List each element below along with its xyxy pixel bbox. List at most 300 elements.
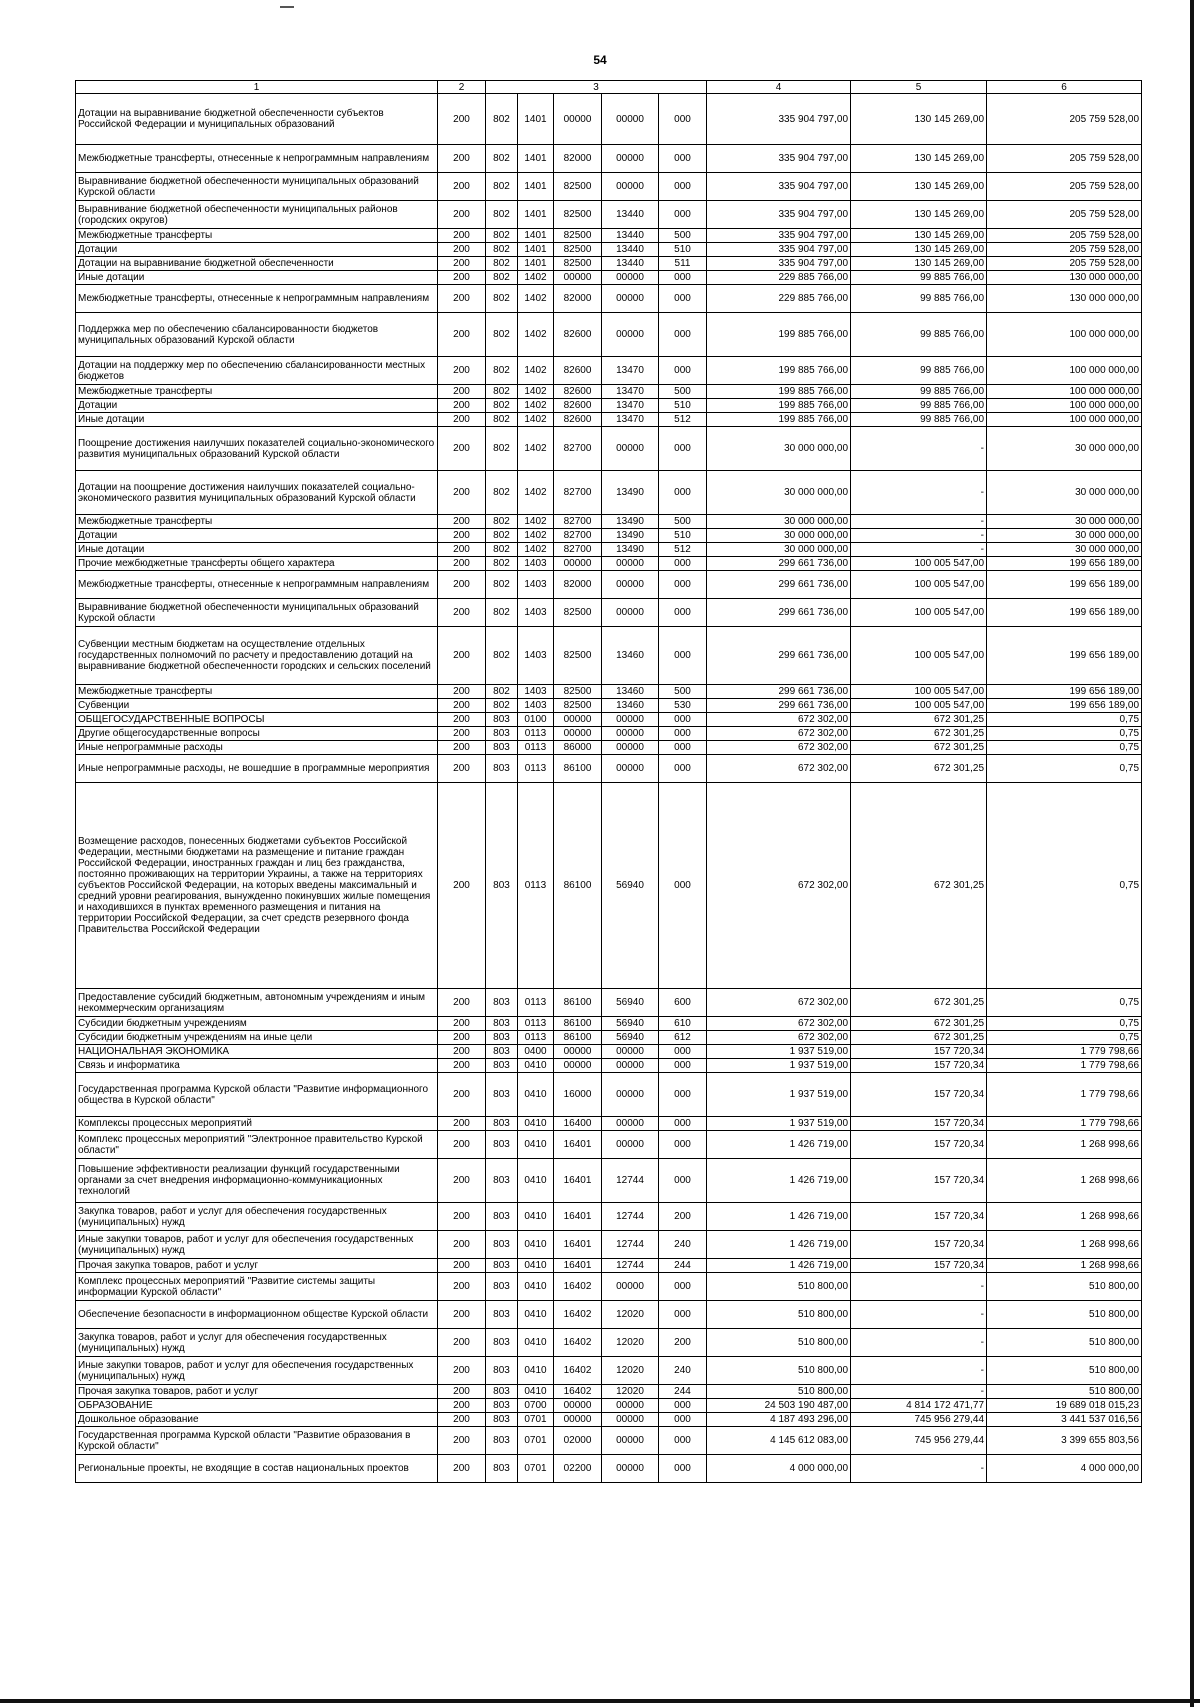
code-cell: 803: [486, 755, 518, 783]
code-cell: 82600: [554, 385, 602, 399]
code-cell: 200: [438, 755, 486, 783]
code-cell: 500: [659, 685, 707, 699]
code-cell: 000: [659, 1131, 707, 1159]
code-cell: 1401: [518, 243, 554, 257]
code-cell: 00000: [554, 94, 602, 145]
code-cell: 1403: [518, 571, 554, 599]
value-cell: 4 187 493 296,00: [707, 1413, 851, 1427]
value-cell: 0,75: [987, 727, 1142, 741]
value-cell: 4 000 000,00: [987, 1455, 1142, 1483]
code-cell: 000: [659, 1455, 707, 1483]
table-row: [76, 1073, 1142, 1117]
table-row: [76, 1231, 1142, 1259]
code-cell: 00000: [602, 1427, 659, 1455]
value-cell: 30 000 000,00: [707, 515, 851, 529]
column-header: 1: [76, 81, 438, 94]
code-cell: 200: [438, 399, 486, 413]
table-row: [76, 1117, 1142, 1131]
value-cell: 100 005 547,00: [851, 599, 987, 627]
code-cell: 00000: [602, 1455, 659, 1483]
row-name: Субвенции местным бюджетам на осуществление отдельных государственных полномочий по расчету и предоставлению дотаций на выравнивание бюджетной обеспеченности городских и сельских поселений: [76, 627, 438, 685]
code-cell: 802: [486, 285, 518, 313]
value-cell: 205 759 528,00: [987, 257, 1142, 271]
table-row: [76, 413, 1142, 427]
value-cell: 0,75: [987, 713, 1142, 727]
value-cell: 1 426 719,00: [707, 1231, 851, 1259]
code-cell: 82500: [554, 201, 602, 229]
value-cell: 745 956 279,44: [851, 1413, 987, 1427]
code-cell: 803: [486, 1073, 518, 1117]
code-cell: 0701: [518, 1455, 554, 1483]
row-name: Межбюджетные трансферты, отнесенные к непрограммным направлениям: [76, 285, 438, 313]
code-cell: 13440: [602, 201, 659, 229]
code-cell: 200: [438, 685, 486, 699]
row-name: Дотации на поощрение достижения наилучших показателей социально-экономического развития муниципальных образований Курской области: [76, 471, 438, 515]
table-row: [76, 229, 1142, 243]
table-row: [76, 145, 1142, 173]
code-cell: 802: [486, 543, 518, 557]
value-cell: 1 426 719,00: [707, 1203, 851, 1231]
value-cell: 0,75: [987, 755, 1142, 783]
code-cell: 0410: [518, 1259, 554, 1273]
value-cell: 130 145 269,00: [851, 201, 987, 229]
row-name: Иные непрограммные расходы, не вошедшие в программные мероприятия: [76, 755, 438, 783]
value-cell: 335 904 797,00: [707, 243, 851, 257]
value-cell: -: [851, 1273, 987, 1301]
row-name: Закупка товаров, работ и услуг для обеспечения государственных (муниципальных) нужд: [76, 1203, 438, 1231]
table-row: [76, 313, 1142, 357]
code-cell: 000: [659, 1073, 707, 1117]
value-cell: 299 661 736,00: [707, 599, 851, 627]
code-cell: 16000: [554, 1073, 602, 1117]
value-cell: 100 000 000,00: [987, 313, 1142, 357]
code-cell: 000: [659, 285, 707, 313]
code-cell: 000: [659, 145, 707, 173]
row-name: Субсидии бюджетным учреждениям на иные цели: [76, 1031, 438, 1045]
value-cell: 205 759 528,00: [987, 94, 1142, 145]
code-cell: 0113: [518, 1031, 554, 1045]
code-cell: 00000: [602, 1131, 659, 1159]
row-name: Субсидии бюджетным учреждениям: [76, 1017, 438, 1031]
row-name: Межбюджетные трансферты, отнесенные к непрограммным направлениям: [76, 571, 438, 599]
code-cell: 200: [659, 1203, 707, 1231]
table-row: [76, 1413, 1142, 1427]
code-cell: 200: [438, 1455, 486, 1483]
value-cell: 1 268 998,66: [987, 1131, 1142, 1159]
code-cell: 200: [438, 1357, 486, 1385]
value-cell: 157 720,34: [851, 1159, 987, 1203]
code-cell: 12744: [602, 1203, 659, 1231]
value-cell: 157 720,34: [851, 1073, 987, 1117]
table-row: [76, 1329, 1142, 1357]
value-cell: 157 720,34: [851, 1131, 987, 1159]
value-cell: 3 399 655 803,56: [987, 1427, 1142, 1455]
value-cell: 672 302,00: [707, 989, 851, 1017]
table-row: [76, 755, 1142, 783]
code-cell: 802: [486, 94, 518, 145]
table-row: [76, 515, 1142, 529]
row-name: Дотации: [76, 399, 438, 413]
value-cell: 157 720,34: [851, 1117, 987, 1131]
code-cell: 1403: [518, 557, 554, 571]
value-cell: 672 301,25: [851, 727, 987, 741]
code-cell: 82500: [554, 173, 602, 201]
code-cell: 0410: [518, 1273, 554, 1301]
code-cell: 12020: [602, 1329, 659, 1357]
value-cell: 672 302,00: [707, 727, 851, 741]
value-cell: 30 000 000,00: [707, 543, 851, 557]
code-cell: 000: [659, 1427, 707, 1455]
code-cell: 1402: [518, 471, 554, 515]
code-cell: 1401: [518, 229, 554, 243]
code-cell: 0113: [518, 741, 554, 755]
code-cell: 000: [659, 1273, 707, 1301]
row-name: Обеспечение безопасности в информационном обществе Курской области: [76, 1301, 438, 1329]
code-cell: 000: [659, 727, 707, 741]
value-cell: -: [851, 1357, 987, 1385]
code-cell: 82700: [554, 529, 602, 543]
scan-edge-bottom: [0, 1699, 1200, 1703]
code-cell: 1402: [518, 543, 554, 557]
row-name: НАЦИОНАЛЬНАЯ ЭКОНОМИКА: [76, 1045, 438, 1059]
code-cell: 200: [438, 357, 486, 385]
code-cell: 1403: [518, 627, 554, 685]
code-cell: 802: [486, 229, 518, 243]
code-cell: 803: [486, 1031, 518, 1045]
code-cell: 00000: [554, 1045, 602, 1059]
code-cell: 200: [438, 699, 486, 713]
code-cell: 200: [438, 1073, 486, 1117]
code-cell: 0400: [518, 1045, 554, 1059]
value-cell: 24 503 190 487,00: [707, 1399, 851, 1413]
value-cell: 672 302,00: [707, 741, 851, 755]
code-cell: 00000: [602, 271, 659, 285]
value-cell: 1 779 798,66: [987, 1073, 1142, 1117]
value-cell: -: [851, 1329, 987, 1357]
table-row: [76, 1385, 1142, 1399]
code-cell: 0113: [518, 727, 554, 741]
code-cell: 0700: [518, 1399, 554, 1413]
value-cell: 672 301,25: [851, 1031, 987, 1045]
code-cell: 200: [659, 1329, 707, 1357]
code-cell: 803: [486, 713, 518, 727]
value-cell: 4 814 172 471,77: [851, 1399, 987, 1413]
table-row: [76, 599, 1142, 627]
row-name: Закупка товаров, работ и услуг для обеспечения государственных (муниципальных) нужд: [76, 1329, 438, 1357]
table-row: [76, 285, 1142, 313]
table-row: [76, 94, 1142, 145]
code-cell: 82500: [554, 699, 602, 713]
value-cell: 100 000 000,00: [987, 385, 1142, 399]
value-cell: 3 441 537 016,56: [987, 1413, 1142, 1427]
code-cell: 000: [659, 755, 707, 783]
code-cell: 13440: [602, 257, 659, 271]
value-cell: 205 759 528,00: [987, 243, 1142, 257]
value-cell: 510 800,00: [987, 1385, 1142, 1399]
code-cell: 1402: [518, 515, 554, 529]
code-cell: 000: [659, 271, 707, 285]
code-cell: 00000: [602, 727, 659, 741]
code-cell: 82700: [554, 515, 602, 529]
table-row: [76, 385, 1142, 399]
row-name: Комплекс процессных мероприятий "Электронное правительство Курской области": [76, 1131, 438, 1159]
value-cell: 510 800,00: [987, 1301, 1142, 1329]
row-name: Прочая закупка товаров, работ и услуг: [76, 1385, 438, 1399]
value-cell: 4 000 000,00: [707, 1455, 851, 1483]
value-cell: 99 885 766,00: [851, 271, 987, 285]
code-cell: 00000: [602, 285, 659, 313]
value-cell: 299 661 736,00: [707, 699, 851, 713]
row-name: Иные дотации: [76, 413, 438, 427]
value-cell: 205 759 528,00: [987, 229, 1142, 243]
code-cell: 1401: [518, 145, 554, 173]
code-cell: 86000: [554, 741, 602, 755]
table-row: [76, 685, 1142, 699]
code-cell: 200: [438, 385, 486, 399]
code-cell: 0410: [518, 1203, 554, 1231]
value-cell: 510 800,00: [987, 1329, 1142, 1357]
value-cell: 672 301,25: [851, 741, 987, 755]
code-cell: 600: [659, 989, 707, 1017]
table-row: [76, 471, 1142, 515]
value-cell: 199 656 189,00: [987, 599, 1142, 627]
value-cell: 30 000 000,00: [987, 515, 1142, 529]
code-cell: 00000: [602, 571, 659, 599]
code-cell: 200: [438, 413, 486, 427]
code-cell: 200: [438, 1413, 486, 1427]
value-cell: 1 268 998,66: [987, 1259, 1142, 1273]
code-cell: 00000: [602, 427, 659, 471]
code-cell: 244: [659, 1259, 707, 1273]
code-cell: 56940: [602, 989, 659, 1017]
table-header-row: [76, 81, 1142, 94]
value-cell: 130 145 269,00: [851, 94, 987, 145]
code-cell: 82600: [554, 357, 602, 385]
code-cell: 82000: [554, 285, 602, 313]
code-cell: 803: [486, 989, 518, 1017]
row-name: Поощрение достижения наилучших показателей социально-экономического развития муниципальных образований Курской области: [76, 427, 438, 471]
value-cell: 130 000 000,00: [987, 271, 1142, 285]
code-cell: 1401: [518, 94, 554, 145]
code-cell: 00000: [602, 313, 659, 357]
code-cell: 500: [659, 229, 707, 243]
value-cell: 130 145 269,00: [851, 145, 987, 173]
code-cell: 86100: [554, 1017, 602, 1031]
code-cell: 000: [659, 1117, 707, 1131]
row-name: ОБРАЗОВАНИЕ: [76, 1399, 438, 1413]
value-cell: 100 005 547,00: [851, 699, 987, 713]
value-cell: 100 005 547,00: [851, 685, 987, 699]
code-cell: 12744: [602, 1159, 659, 1203]
code-cell: 82000: [554, 145, 602, 173]
code-cell: 803: [486, 1159, 518, 1203]
value-cell: 100 000 000,00: [987, 357, 1142, 385]
row-name: Иные дотации: [76, 543, 438, 557]
code-cell: 612: [659, 1031, 707, 1045]
value-cell: 30 000 000,00: [707, 427, 851, 471]
value-cell: 199 885 766,00: [707, 399, 851, 413]
value-cell: 99 885 766,00: [851, 399, 987, 413]
row-name: Другие общегосударственные вопросы: [76, 727, 438, 741]
code-cell: 200: [438, 1017, 486, 1031]
value-cell: 229 885 766,00: [707, 285, 851, 313]
value-cell: 157 720,34: [851, 1231, 987, 1259]
value-cell: 0,75: [987, 989, 1142, 1017]
value-cell: 229 885 766,00: [707, 271, 851, 285]
code-cell: 000: [659, 471, 707, 515]
code-cell: 000: [659, 173, 707, 201]
value-cell: -: [851, 471, 987, 515]
code-cell: 1402: [518, 399, 554, 413]
code-cell: 802: [486, 201, 518, 229]
code-cell: 0410: [518, 1329, 554, 1357]
row-name: Иные дотации: [76, 271, 438, 285]
table-row: [76, 271, 1142, 285]
table-row: [76, 201, 1142, 229]
table-row: [76, 357, 1142, 385]
code-cell: 803: [486, 1017, 518, 1031]
code-cell: 00000: [554, 271, 602, 285]
value-cell: 672 302,00: [707, 713, 851, 727]
row-name: Иные закупки товаров, работ и услуг для обеспечения государственных (муниципальных) нужд: [76, 1357, 438, 1385]
code-cell: 200: [438, 1301, 486, 1329]
code-cell: 13470: [602, 413, 659, 427]
table-row: [76, 1017, 1142, 1031]
code-cell: 82700: [554, 543, 602, 557]
value-cell: 30 000 000,00: [987, 543, 1142, 557]
code-cell: 200: [438, 515, 486, 529]
code-cell: 200: [438, 543, 486, 557]
value-cell: 199 885 766,00: [707, 385, 851, 399]
value-cell: 1 779 798,66: [987, 1045, 1142, 1059]
value-cell: 335 904 797,00: [707, 257, 851, 271]
code-cell: 1402: [518, 313, 554, 357]
value-cell: 299 661 736,00: [707, 685, 851, 699]
code-cell: 803: [486, 1117, 518, 1131]
value-cell: 1 779 798,66: [987, 1117, 1142, 1131]
value-cell: 510 800,00: [707, 1301, 851, 1329]
code-cell: 12020: [602, 1385, 659, 1399]
code-cell: 200: [438, 1131, 486, 1159]
value-cell: 130 145 269,00: [851, 257, 987, 271]
code-cell: 200: [438, 529, 486, 543]
code-cell: 12020: [602, 1357, 659, 1385]
row-name: Иные непрограммные расходы: [76, 741, 438, 755]
value-cell: 157 720,34: [851, 1045, 987, 1059]
table-row: [76, 1301, 1142, 1329]
code-cell: 16401: [554, 1131, 602, 1159]
value-cell: 335 904 797,00: [707, 229, 851, 243]
value-cell: 205 759 528,00: [987, 173, 1142, 201]
row-name: Выравнивание бюджетной обеспеченности муниципальных образований Курской области: [76, 599, 438, 627]
code-cell: 000: [659, 357, 707, 385]
code-cell: 802: [486, 627, 518, 685]
table-row: [76, 741, 1142, 755]
value-cell: -: [851, 515, 987, 529]
value-cell: 19 689 018 015,23: [987, 1399, 1142, 1413]
table-row: [76, 1273, 1142, 1301]
code-cell: 510: [659, 243, 707, 257]
table-row: [76, 427, 1142, 471]
table-row: [76, 1045, 1142, 1059]
code-cell: 16402: [554, 1301, 602, 1329]
code-cell: 803: [486, 783, 518, 989]
code-cell: 16402: [554, 1273, 602, 1301]
code-cell: 0100: [518, 713, 554, 727]
code-cell: 200: [438, 741, 486, 755]
row-name: Комплекс процессных мероприятий "Развитие системы защиты информации Курской области": [76, 1273, 438, 1301]
value-cell: 99 885 766,00: [851, 357, 987, 385]
table-row: [76, 571, 1142, 599]
code-cell: 803: [486, 1045, 518, 1059]
code-cell: 1402: [518, 285, 554, 313]
value-cell: 157 720,34: [851, 1259, 987, 1273]
code-cell: 512: [659, 543, 707, 557]
code-cell: 56940: [602, 1017, 659, 1031]
code-cell: 00000: [602, 1273, 659, 1301]
code-cell: 200: [438, 989, 486, 1017]
code-cell: 13490: [602, 515, 659, 529]
code-cell: 1402: [518, 413, 554, 427]
value-cell: 1 268 998,66: [987, 1231, 1142, 1259]
table-row: [76, 399, 1142, 413]
code-cell: 802: [486, 515, 518, 529]
code-cell: 82700: [554, 427, 602, 471]
code-cell: 0410: [518, 1385, 554, 1399]
value-cell: 199 656 189,00: [987, 627, 1142, 685]
code-cell: 16401: [554, 1159, 602, 1203]
code-cell: 0410: [518, 1131, 554, 1159]
code-cell: 16402: [554, 1357, 602, 1385]
code-cell: 000: [659, 1059, 707, 1073]
value-cell: -: [851, 1301, 987, 1329]
value-cell: 510 800,00: [707, 1385, 851, 1399]
code-cell: 200: [438, 783, 486, 989]
code-cell: 803: [486, 1329, 518, 1357]
code-cell: 13470: [602, 399, 659, 413]
value-cell: 1 937 519,00: [707, 1117, 851, 1131]
row-name: ОБЩЕГОСУДАРСТВЕННЫЕ ВОПРОСЫ: [76, 713, 438, 727]
code-cell: 803: [486, 1399, 518, 1413]
code-cell: 000: [659, 313, 707, 357]
code-cell: 802: [486, 599, 518, 627]
code-cell: 200: [438, 173, 486, 201]
code-cell: 00000: [602, 755, 659, 783]
code-cell: 13460: [602, 627, 659, 685]
code-cell: 00000: [602, 145, 659, 173]
table-row: [76, 1259, 1142, 1273]
value-cell: 130 145 269,00: [851, 173, 987, 201]
value-cell: 1 268 998,66: [987, 1159, 1142, 1203]
code-cell: 802: [486, 529, 518, 543]
code-cell: 000: [659, 201, 707, 229]
code-cell: 803: [486, 1427, 518, 1455]
code-cell: 200: [438, 1059, 486, 1073]
code-cell: 16401: [554, 1231, 602, 1259]
value-cell: 30 000 000,00: [987, 427, 1142, 471]
code-cell: 803: [486, 1301, 518, 1329]
table-row: [76, 1203, 1142, 1231]
table-row: [76, 557, 1142, 571]
column-header: 2: [438, 81, 486, 94]
code-cell: 200: [438, 1231, 486, 1259]
row-name: Межбюджетные трансферты: [76, 229, 438, 243]
code-cell: 802: [486, 413, 518, 427]
table-row: [76, 727, 1142, 741]
code-cell: 00000: [602, 1413, 659, 1427]
code-cell: 200: [438, 1117, 486, 1131]
table-row: [76, 1159, 1142, 1203]
